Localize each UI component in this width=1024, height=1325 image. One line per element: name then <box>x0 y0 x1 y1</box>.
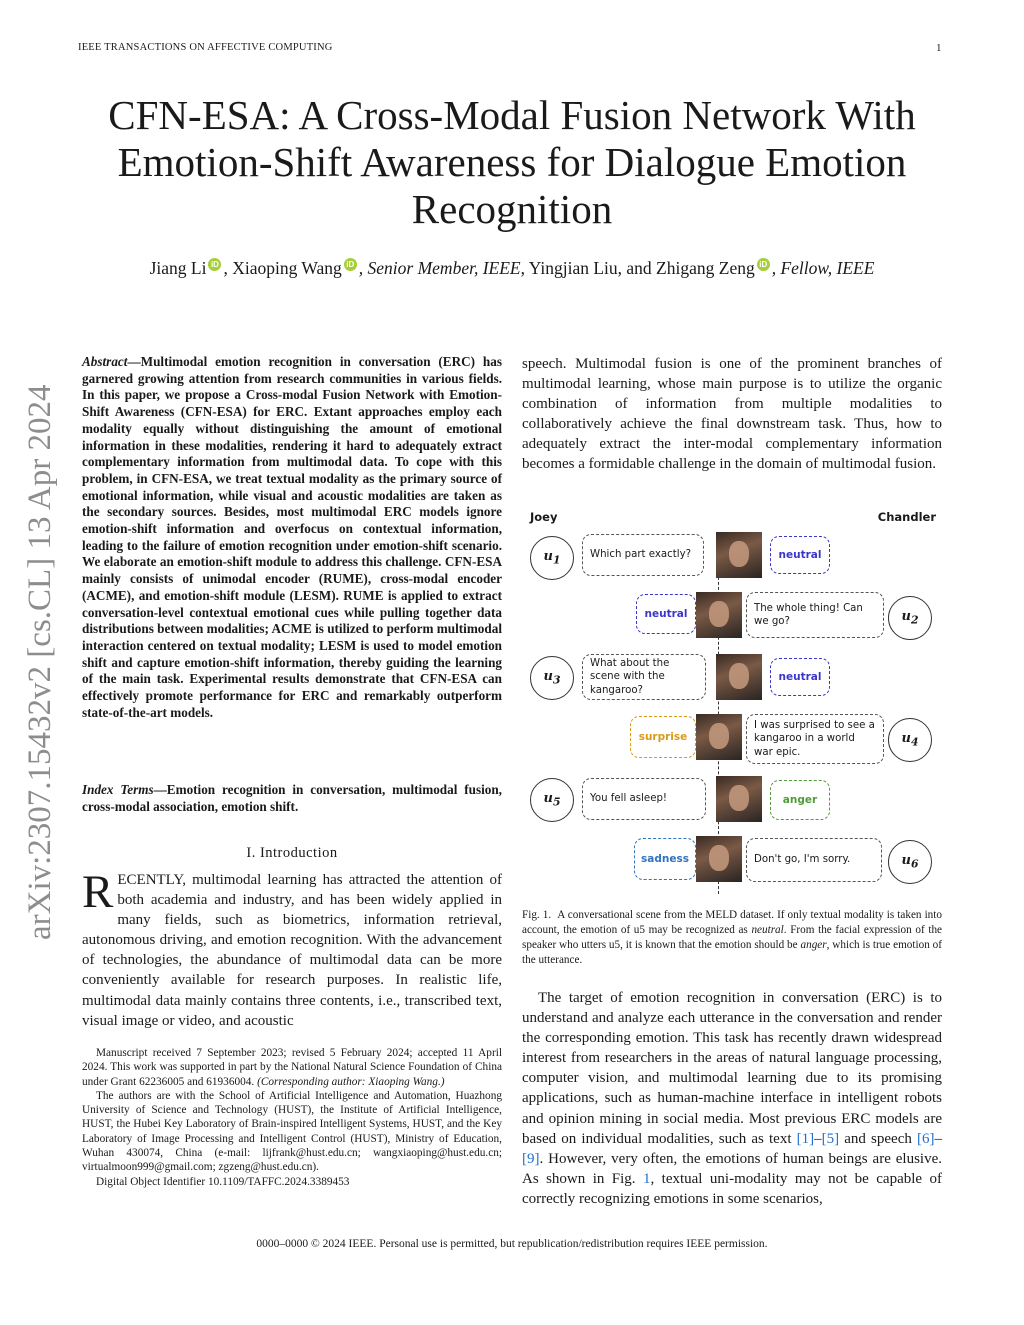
author-list <box>60 258 964 279</box>
paper-title: CFN-ESA: A Cross-Modal Fusion Network With Emotion-Shift Awareness for Dialogue Emotion Recognition <box>108 92 916 232</box>
utterance-marker-u4: $u_4$ <box>888 718 932 762</box>
speaker-face-image <box>696 592 742 638</box>
abstract-body: —Multimodal emotion recognition in conversation (ERC) has garnered growing attention from research communities in various fields. In this paper, we propose a Cross-modal Fusion Network with Emotion-Shift Awareness (CFN-ESA) for ERC. Extant approaches employ each modality equally without distinguishing the amount of emotional information in these modalities, rendering it hard to adequately extract complementary information from multimodal data. To cope with this problem, in CFN-ESA, we treat textual modality as the primary source of emotional information, while visual and acoustic modalities are taken as the secondary sources. Besides, most multimodal ERC models ignore emotion-shift information and overfocus on contextual information, leading to the failure of emotion recognition under emotion-shift scenario. We elaborate an emotion-shift module to address this challenge. CFN-ESA mainly consists of unimodal encoder (RUME), cross-modal encoder (ACME), and emotion-shift module (LESM). RUME is applied to extract conversation-level contextual emotional cues while pulling together data distributions between modalities; ACME is utilized to perform multimodal interaction centered on textual modality; LESM is used to model emotion shift and capture emotion-shift information, thereby guiding the learning of the main task. Experimental results demonstrate that CFN-ESA can effectively promote performance for ERC and remarkably outperform state-of-the-art models. <box>82 354 502 720</box>
footnote-manuscript: Manuscript received 7 September 2023; revised 5 February 2024; accepted 11 April 2024. This work was supported in part by the National Natural Science Foundation of China under Grant 62236005 and 61936004. (Corresponding author: Xiaoping Wang.) <box>82 1047 502 1088</box>
arxiv-stamp <box>22 350 62 940</box>
author-4-role: , Fellow, IEEE <box>771 258 875 278</box>
intro-body: ECENTLY, multimodal learning has attracted the attention of both academia and industry, and has been widely applied in many fields, such as biometrics, information retrieval, autonomous driving, and emotion recognition. With the advancement of technologies, the abundance of multimodal data can be more conveniently available for research purposes. In realistic life, multimodal data mainly contains three contents, i.e., transcribed text, visual image or video, and acoustic <box>82 872 502 1029</box>
utterance-bubble-u6: Don't go, I'm sorry. <box>746 838 882 882</box>
utterance-bubble-u1: Which part exactly? <box>582 534 704 576</box>
abstract <box>82 354 502 721</box>
figure-1-caption: Fig. 1. A conversational scene from the MELD dataset. If only textual modality is taken into account, the emotion of u5 may be recognized as neutral. From the facial expression of the speaker who utters u5, it is known that the emotion should be anger, which is true emotion of the utterance. <box>522 909 943 966</box>
orcid-icon[interactable]: iD <box>208 258 221 271</box>
utterance-marker-u3: $u_3$ <box>530 656 574 700</box>
page-number: 1 <box>936 42 942 54</box>
speaker-face-image <box>696 836 742 882</box>
copyright-footer: 0000–0000 © 2024 IEEE. Personal use is permitted, but republication/redistribution requires IEEE permission. <box>256 1238 768 1250</box>
citation-link[interactable]: [9] <box>522 1150 540 1167</box>
right-column-bottom-paragraph: The target of emotion recognition in conversation (ERC) is to understand and analyze each utterance in the conversation and render the corresponding emotion. This task has recently drawn widespread interest from researchers in the areas of natural language processing, computer vision, and multimodal learning due to its promising applications, such as human-machine interface in intelligent robots and opinion mining in social media. Most previous ERC models are based on individual modalities, such as text [1]–[5] and speech [6]–[9]. However, very often, the emotions of human beings are elusive. As shown in Fig. 1, textual uni-modality may not be capable of correctly recognizing emotions in some scenarios, <box>522 990 942 1207</box>
emotion-label-u1: neutral <box>770 536 830 574</box>
section-heading: I. Introduction <box>246 845 338 861</box>
orcid-icon[interactable]: iD <box>344 258 357 271</box>
index-terms <box>82 782 502 815</box>
intro-paragraph <box>82 866 502 1031</box>
speaker-face-image <box>716 776 762 822</box>
utterance-marker-u5: $u_5$ <box>530 778 574 822</box>
right-column-top-paragraph: speech. Multimodal fusion is one of the prominent branches of multimodal learning, whose main purpose is to utilize the organic combination of information from multiple modalities to collaboratively achieve the final downstream task. Thus, how to adequately extract the inter-modal complementary information becomes a formidable challenge in the domain of multimodal fusion. <box>522 356 942 473</box>
emotion-label-u6: sadness <box>634 838 696 880</box>
author-1: Jiang Li <box>149 258 207 278</box>
footnote-affiliation: The authors are with the School of Artificial Intelligence and Automation, Huazhong University of Science and Technology (HUST), the Institute of Artificial Intelligence, HUST, the Hubei Key Laboratory of Brain-inspired Intelligent Systems, HUST, and the Key Laboratory of Image Processing and Intelligent Control (HUST), Ministry of Education, Wuhan 430074, China (e-mail: lijfrank@hust.edu.cn; wangxiaoping@hust.edu.cn; virtualmoon999@gmail.com; zgzeng@hust.edu.cn). <box>82 1089 502 1174</box>
speaker-face-image <box>716 654 762 700</box>
utterance-marker-u2: $u_2$ <box>888 596 932 640</box>
figure-link[interactable]: 1 <box>642 1170 651 1187</box>
caption-label: Fig. 1. <box>522 909 552 921</box>
figure-1 <box>524 506 942 898</box>
author-2: , Xiaoping Wang <box>223 258 342 278</box>
utterance-marker-u1: $u_1$ <box>530 536 574 580</box>
abstract-lead: Abstract <box>82 354 128 369</box>
orcid-icon[interactable]: iD <box>757 258 770 271</box>
author-3-4: , Yingjian Liu, and Zhigang Zeng <box>520 258 755 278</box>
citation-link[interactable]: [1] <box>796 1130 815 1147</box>
running-header: IEEE TRANSACTIONS ON AFFECTIVE COMPUTING <box>78 42 333 53</box>
speaker-left-label: Joey <box>530 510 558 524</box>
author-2-role: , Senior Member, IEEE <box>358 258 521 278</box>
utterance-marker-u6: $u_6$ <box>888 840 932 884</box>
footnotes <box>82 1046 502 1189</box>
arxiv-stamp-text: arXiv:2307.15432v2 [cs.CL] 13 Apr 2024 <box>22 384 58 940</box>
utterance-bubble-u5: You fell asleep! <box>582 778 706 820</box>
drop-cap: R <box>82 866 114 918</box>
emotion-label-u3: neutral <box>770 658 830 696</box>
emotion-label-u5: anger <box>770 780 830 820</box>
speaker-face-image <box>716 532 762 578</box>
citation-link[interactable]: [5] <box>821 1130 840 1147</box>
emotion-label-u2: neutral <box>636 594 696 634</box>
utterance-bubble-u2: The whole thing! Can we go? <box>746 592 884 638</box>
footnote-doi: Digital Object Identifier 10.1109/TAFFC.2024.3389453 <box>96 1175 350 1188</box>
utterance-bubble-u3: What about the scene with the kangaroo? <box>582 654 706 700</box>
citation-link[interactable]: [6] <box>917 1130 935 1147</box>
index-terms-lead: Index Terms <box>82 782 154 797</box>
index-terms-body: —Emotion recognition in conversation, multimodal fusion, cross-modal association, emotion shift. <box>82 782 502 814</box>
speaker-face-image <box>696 714 742 760</box>
speaker-right-label: Chandler <box>877 510 936 524</box>
utterance-bubble-u4: I was surprised to see a kangaroo in a world war epic. <box>746 714 884 764</box>
emotion-label-u4: surprise <box>630 716 696 758</box>
